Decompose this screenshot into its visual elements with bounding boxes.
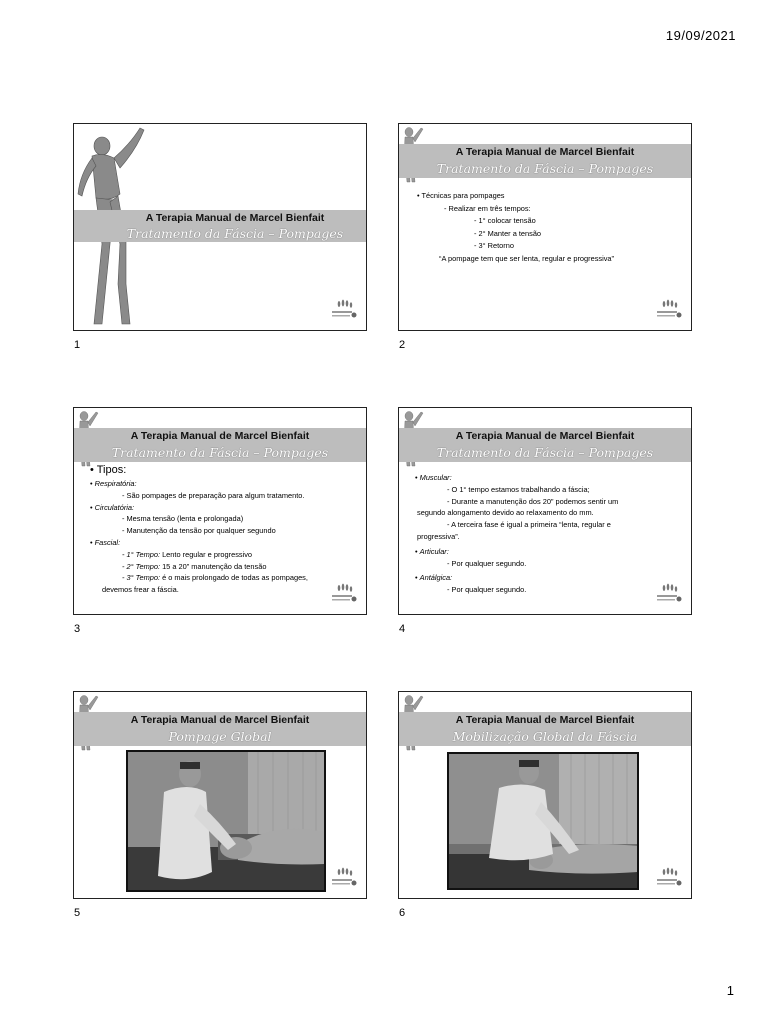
bienfait-logo-icon [655,298,683,320]
line: - Por qualquer segundo. [447,585,527,595]
line: devemos frear a fáscia. [102,585,179,595]
heading: • Tipos: [90,464,127,476]
therapy-photo-illustration [128,752,324,890]
line: - 2° Manter a tensão [474,228,542,238]
page-number: 1 [726,983,734,998]
slide-title: A Terapia Manual de Marcel Bienfait [455,146,635,158]
slide-subtitle: Tratamento da Fáscia – Pompages [111,445,329,460]
slide-number-2: 2 [399,339,406,351]
line: - Mesma tensão (lenta e prolongada) [122,514,244,524]
slide-number-5: 5 [74,907,81,919]
slide-title: A Terapia Manual de Marcel Bienfait [145,212,325,224]
line: - A terceira fase é igual a primeira “lenta, regular e [447,520,611,530]
therapy-photo-illustration [449,754,637,888]
slide-number-6: 6 [399,907,406,919]
bienfait-logo-icon [330,866,358,888]
line: - 3° Tempo: é o mais prolongado de todas as pompages, [122,573,308,583]
line: - Por qualquer segundo. [447,558,527,568]
item: • Antálgica: [415,573,453,583]
item: • Circulatória: [90,502,135,512]
slide-number-1: 1 [74,339,81,351]
line: segundo alongamento devido ao relaxamento do mm. [417,508,594,518]
therapy-photo [447,752,639,890]
bienfait-logo-icon [330,582,358,604]
bienfait-logo-icon [330,298,358,320]
item: • Respiratória: [90,479,137,488]
line: - 1° colocar tensão [474,216,536,226]
slide-6 [398,691,692,899]
slide-subtitle: Tratamento da Fáscia – Pompages [126,226,344,241]
line: progressiva”. [417,531,460,541]
item: • Fascial: [90,537,121,547]
quote: “A pompage tem que ser lenta, regular e progressiva” [439,253,615,263]
slide-content [415,472,618,596]
slide-subtitle: Tratamento da Fáscia – Pompages [436,161,654,176]
line: - 1° Tempo: Lento regular e progressivo [122,549,253,559]
slide-title: A Terapia Manual de Marcel Bienfait [455,430,635,442]
item: • Articular: [415,546,449,556]
slide-2 [398,123,692,331]
slide-number-4: 4 [399,623,406,635]
slide-1 [73,123,367,331]
line: - 3° Retorno [474,241,514,251]
slide-number-3: 3 [74,623,81,635]
line: - 2° Tempo: 15 a 20” manutenção da tensão [122,561,267,571]
line: - O 1° tempo estamos trabalhando a fáscia; [447,484,590,494]
bienfait-logo-icon [655,582,683,604]
slide-title: A Terapia Manual de Marcel Bienfait [455,714,635,726]
slide-5 [73,691,367,899]
slide-title: A Terapia Manual de Marcel Bienfait [130,430,310,442]
slide-3 [73,407,367,615]
line: - Manutenção da tensão por qualquer segundo [122,526,276,536]
line: - Durante a manutenção dos 20” podemos sentir um [447,496,619,506]
slide-title: A Terapia Manual de Marcel Bienfait [130,714,310,726]
slide-subtitle: Pompage Global [168,729,272,744]
bienfait-logo-icon [655,866,683,888]
therapy-photo [126,750,326,892]
slide-subtitle: Tratamento da Fáscia – Pompages [436,445,654,460]
line: - São pompages de preparação para algum tratamento. [122,490,305,500]
slide-subtitle: Mobilização Global da Fáscia [452,729,638,744]
slide-content [90,463,308,596]
line: - Realizar em três tempos: [444,203,531,213]
item: • Muscular: [415,473,452,482]
page-date: 19/09/2021 [665,28,736,43]
slide-4 [398,407,692,615]
slide-content [417,190,614,266]
bullet: • Técnicas para pompages [417,191,505,200]
